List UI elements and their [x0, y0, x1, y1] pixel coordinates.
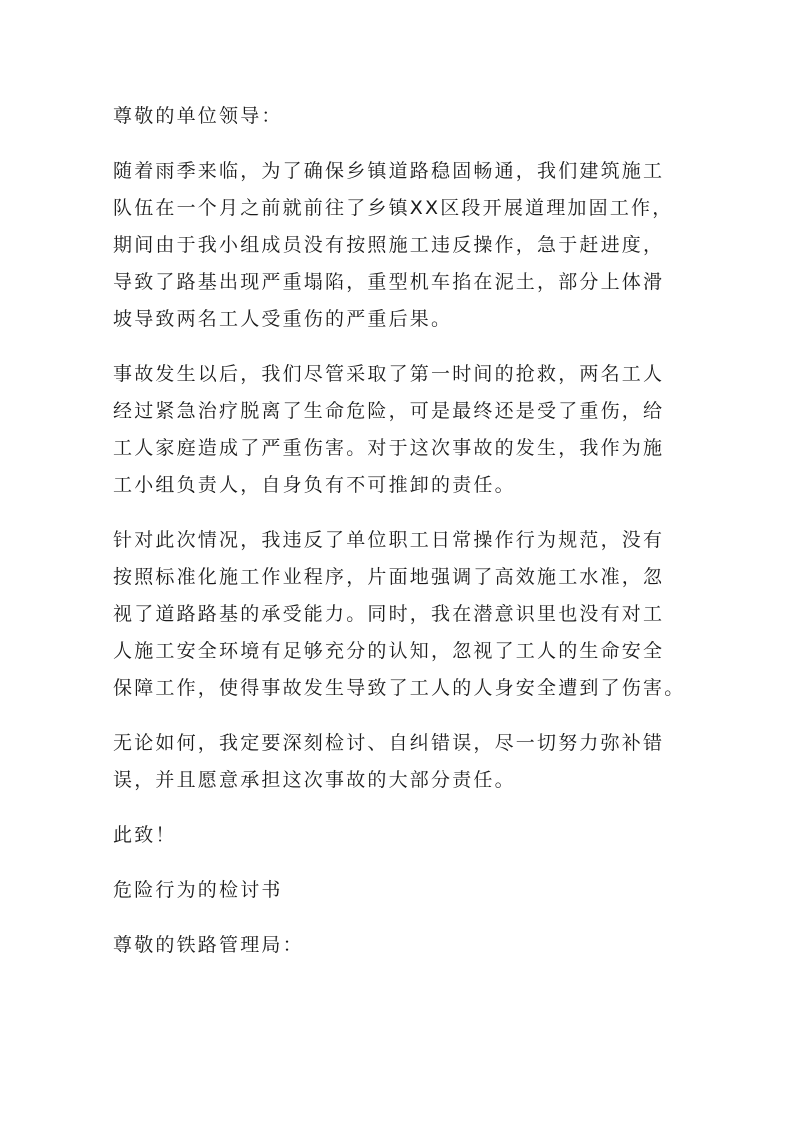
paragraph-line: 经过紧急治疗脱离了生命危险，可是最终还是受了重伤，给 [113, 400, 665, 422]
document-body [113, 98, 713, 982]
paragraph-line: 期间由于我小组成员没有按照施工违反操作，急于赶进度， [113, 234, 665, 256]
paragraph-line: 无论如何，我定要深刻检讨、自纠错误，尽一切努力弥补错 [113, 732, 665, 754]
paragraph-line: 随着雨季来临，为了确保乡镇道路稳固畅通，我们建筑施工 [113, 160, 665, 182]
paragraph-line: 队伍在一个月之前就前往了乡镇XX区段开展道理加固工作， [113, 197, 674, 219]
paragraph-1 [113, 153, 713, 338]
paragraph-line: 保障工作，使得事故发生导致了工人的人身安全遭到了伤害。 [113, 677, 686, 699]
greeting: 尊敬的单位领导： [113, 105, 283, 127]
paragraph-4 [113, 725, 713, 799]
paragraph-line: 事故发生以后，我们尽管采取了第一时间的抢救，两名工人 [113, 363, 665, 385]
paragraph-line: 导致了路基出现严重塌陷，重型机车掐在泥土，部分上体滑 [113, 271, 665, 293]
second-letter-title: 危险行为的检讨书 [113, 879, 283, 901]
paragraph-2 [113, 356, 713, 504]
closing: 此致！ [113, 824, 177, 846]
second-greeting: 尊敬的铁路管理局： [113, 934, 304, 956]
paragraph-line: 工小组负责人，自身负有不可推卸的责任。 [113, 474, 516, 496]
paragraph-line: 误，并且愿意承担这次事故的大部分责任。 [113, 769, 516, 791]
paragraph-line: 人施工安全环境有足够充分的认知，忽视了工人的生命安全 [113, 640, 665, 662]
paragraph-line: 坡导致两名工人受重伤的严重后果。 [113, 308, 453, 330]
paragraph-3 [113, 522, 713, 707]
paragraph-line: 按照标准化施工作业程序，片面地强调了高效施工水准，忽 [113, 566, 665, 588]
paragraph-line: 针对此次情况，我违反了单位职工日常操作行为规范，没有 [113, 529, 665, 551]
paragraph-line: 视了道路路基的承受能力。同时，我在潜意识里也没有对工 [113, 603, 665, 625]
paragraph-line: 工人家庭造成了严重伤害。对于这次事故的发生，我作为施 [113, 437, 665, 459]
